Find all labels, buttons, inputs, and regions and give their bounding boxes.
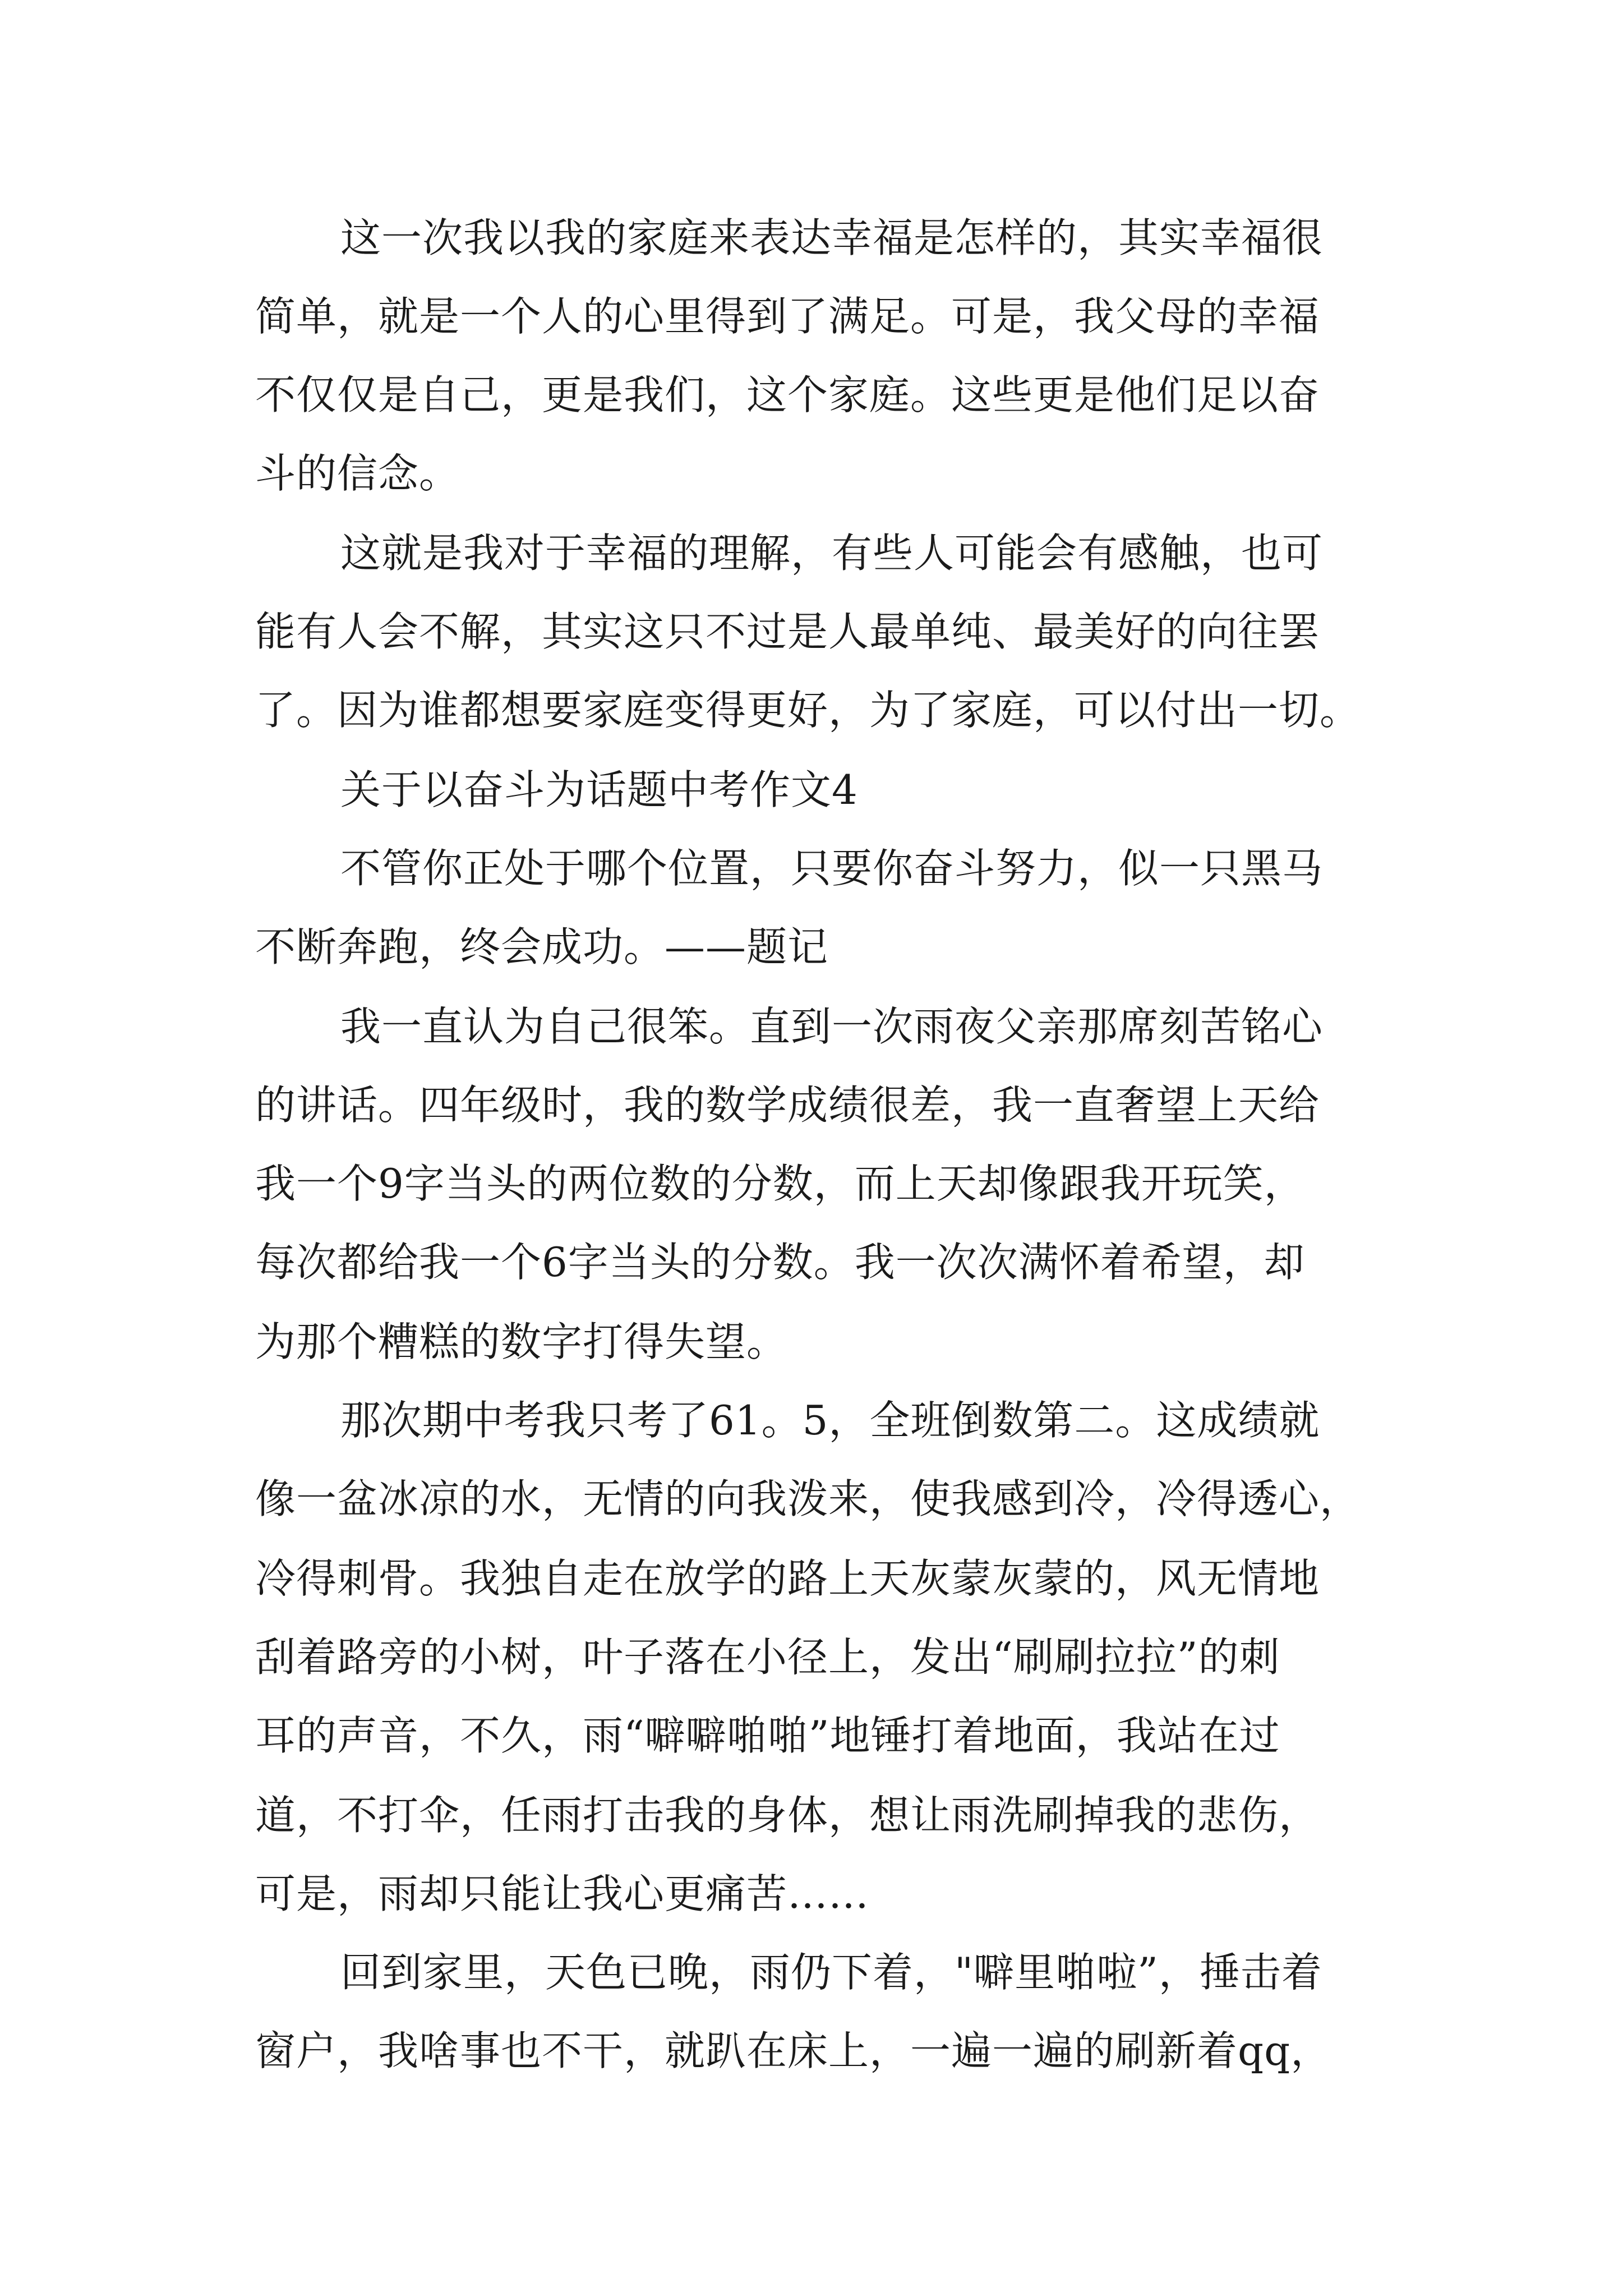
paragraph-line: 耳的声音，不久，雨“噼噼啪啪”地锤打着地面，我站在过: [255, 1712, 1280, 1759]
paragraph-line: 简单，就是一个人的心里得到了满足。可是，我父母的幸福: [255, 293, 1320, 340]
paragraph-line: 道，不打伞，任雨打击我的身体，想让雨洗刷掉我的悲伤，: [255, 1792, 1320, 1839]
paragraph-line: 像一盆冰凉的水，无情的向我泼来，使我感到冷，冷得透心，: [255, 1475, 1361, 1522]
paragraph-line: 冷得刺骨。我独自走在放学的路上天灰蒙灰蒙的，风无情地: [255, 1555, 1320, 1602]
paragraph-line: 这一次我以我的家庭来表达幸福是怎样的，其实幸福很: [340, 214, 1324, 261]
paragraph-line: 那次期中考我只考了61。5，全班倒数第二。这成绩就: [340, 1397, 1320, 1444]
paragraph-line: 的讲话。四年级时，我的数学成绩很差，我一直奢望上天给: [255, 1082, 1320, 1129]
paragraph-line: 刮着路旁的小树，叶子落在小径上，发出“刷刷拉拉”的刺: [255, 1634, 1280, 1681]
paragraph-line: 我一个9字当头的两位数的分数，而上天却像跟我开玩笑，: [255, 1160, 1305, 1207]
paragraph-line: 能有人会不解，其实这只不过是人最单纯、最美好的向往罢: [255, 608, 1320, 655]
paragraph-line: 斗的信念。: [255, 450, 460, 497]
paragraph-line: 为那个糟糕的数字打得失望。: [255, 1318, 788, 1365]
paragraph-line: 我一直认为自己很笨。直到一次雨夜父亲那席刻苦铭心: [340, 1003, 1324, 1050]
paragraph-line: 不管你正处于哪个位置，只要你奋斗努力，似一只黑马: [340, 845, 1324, 892]
paragraph-line: 不仅仅是自己，更是我们，这个家庭。这些更是他们足以奋: [255, 371, 1320, 418]
paragraph-line: 不断奔跑，终会成功。——题记: [255, 923, 829, 970]
paragraph-line: 回到家里，天色已晚，雨仍下着，"噼里啪啦”，捶击着: [340, 1949, 1322, 1996]
paragraph-line: 窗户，我啥事也不干，就趴在床上，一遍一遍的刷新着qq，: [255, 2027, 1332, 2074]
paragraph-line: 这就是我对于幸福的理解，有些人可能会有感触，也可: [340, 530, 1324, 577]
paragraph-line: 可是，雨却只能让我心更痛苦……: [255, 1870, 870, 1917]
section-heading: 关于以奋斗为话题中考作文4: [340, 766, 858, 813]
paragraph-line: 了。因为谁都想要家庭变得更好，为了家庭，可以付出一切。: [255, 687, 1361, 734]
paragraph-line: 每次都给我一个6字当头的分数。我一次次满怀着希望，却: [255, 1239, 1305, 1286]
